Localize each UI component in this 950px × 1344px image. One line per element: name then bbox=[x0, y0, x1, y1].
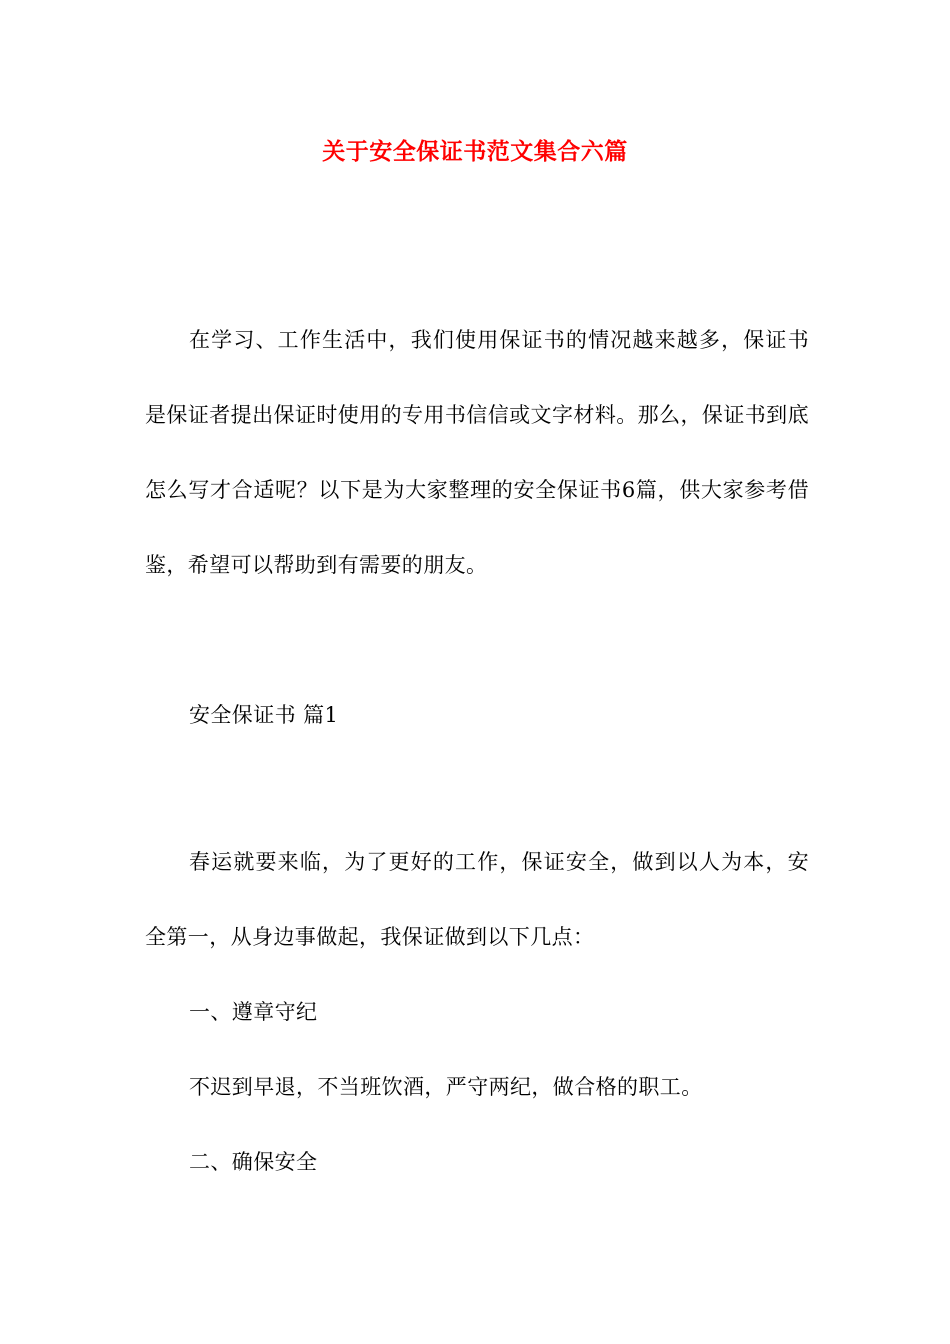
point1-text: 不迟到早退，不当班饮酒，严守两纪，做合格的职工。 bbox=[189, 1075, 703, 1099]
section-intro-paragraph: 春运就要来临，为了更好的工作，保证安全，做到以人为本，安全第一，从身边事做起，我保证做到以下几点： bbox=[145, 850, 809, 949]
document-title: 关于安全保证书范文集合六篇 bbox=[322, 138, 628, 165]
intro-paragraph: 在学习、工作生活中，我们使用保证书的情况越来越多，保证书是保证者提出保证时使用的专用书信信或文字材料。那么，保证书到底怎么写才合适呢？以下是为大家整理的安全保证书6篇，供大家参考借鉴，希望可以帮助到有需要的朋友。 bbox=[145, 328, 809, 577]
point2-heading: 二、确保安全 bbox=[189, 1150, 318, 1174]
section-heading: 安全保证书 篇1 bbox=[189, 703, 339, 727]
point1-heading: 一、遵章守纪 bbox=[189, 1000, 318, 1024]
